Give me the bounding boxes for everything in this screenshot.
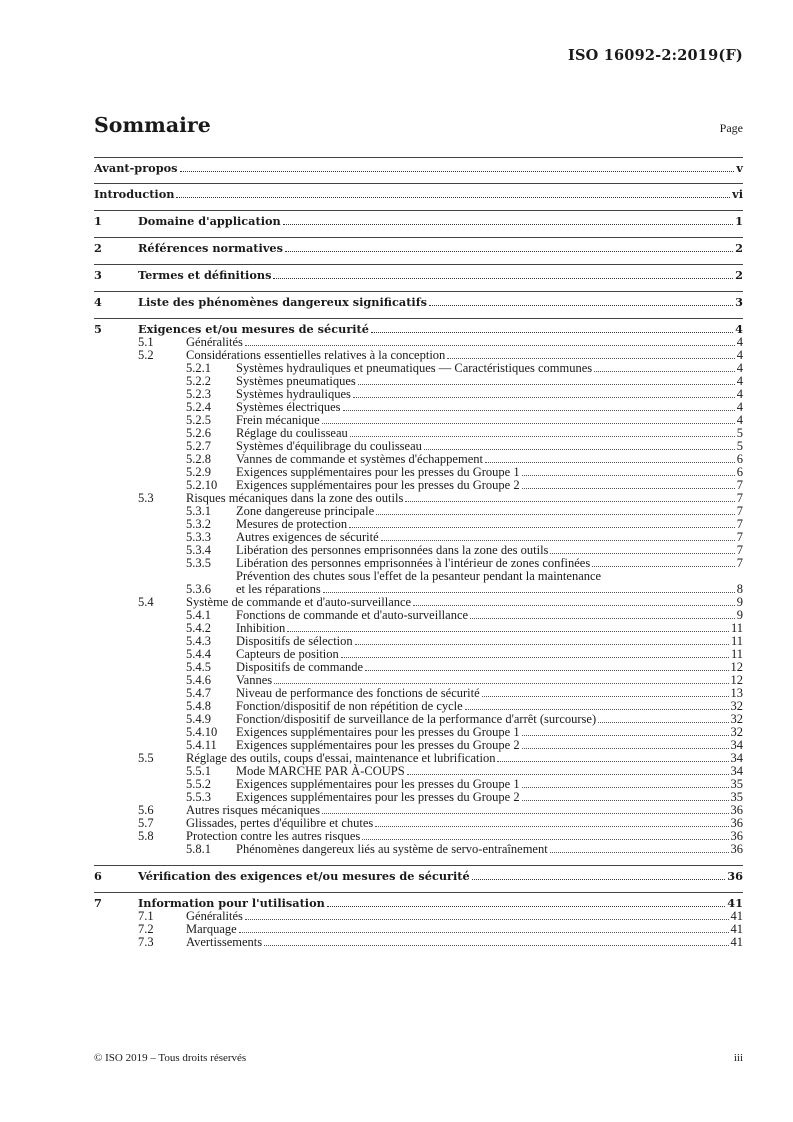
toc-entry-page: 41 (730, 909, 743, 923)
toc-leader-dots (522, 786, 729, 788)
toc-entry-page: 32 (730, 699, 743, 713)
toc-entry-page: 8 (736, 582, 743, 596)
toc-entry-title: Fonction/dispositif de non répétition de cycle (236, 699, 463, 713)
toc-entry-page: 4 (736, 335, 743, 349)
toc-entry[interactable] (94, 237, 743, 255)
toc-entry-number: 5.4.10 (186, 725, 218, 739)
page-title: Sommaire (94, 113, 211, 137)
toc-entry-number: 5.2.4 (186, 400, 211, 414)
toc-entry-page: 36 (730, 829, 743, 843)
toc-entry-page: 2 (735, 268, 743, 282)
toc-entry-title: Références normatives (138, 241, 283, 255)
toc-entry-title: Inhibition (236, 621, 286, 635)
toc-entry-title: Avant-propos (94, 161, 178, 175)
toc-entry-number: 5.4.4 (186, 647, 211, 661)
toc-entry-title: Systèmes d'équilibrage du coulisseau (236, 439, 422, 453)
toc-entry[interactable] (94, 865, 743, 883)
toc-entry-page: 36 (727, 869, 743, 883)
toc-entry-title: Libération des personnes emprisonnées dans la zone des outils (236, 543, 549, 557)
toc-entry-number: 7.2 (138, 922, 154, 936)
toc-leader-dots (285, 250, 733, 252)
toc-leader-dots (341, 656, 729, 658)
toc-entry-number: 5.5.2 (186, 777, 211, 791)
toc-entry-page: 4 (736, 400, 743, 414)
toc-entry-page: 5 (736, 426, 743, 440)
toc-entry-number: 5.6 (138, 803, 154, 817)
toc-entry-page: 4 (736, 374, 743, 388)
toc-entry-title: Vérification des exigences et/ou mesures de sécurité (138, 869, 470, 883)
toc-leader-dots (522, 734, 729, 736)
toc-entry-number: 4 (94, 295, 102, 309)
toc-entry-title: Autres exigences de sécurité (236, 530, 379, 544)
toc-leader-dots (176, 196, 730, 198)
toc-entry-number: 7.1 (138, 909, 154, 923)
toc-entry-title: Protection contre les autres risques (186, 829, 361, 843)
toc-entry-number: 5.2.6 (186, 426, 211, 440)
toc-leader-dots (322, 812, 729, 814)
toc-entry-number: 5.2.10 (186, 478, 218, 492)
toc-entry-title: Fonctions de commande et d'auto-surveillance (236, 608, 469, 622)
toc-entry-page: 5 (736, 439, 743, 453)
toc-entry-number: 5.8.1 (186, 842, 211, 856)
toc-leader-dots (522, 799, 729, 801)
toc-leader-dots (470, 617, 735, 619)
toc-entry-number: 5.4.2 (186, 621, 211, 635)
toc-entry-number: 5.4.8 (186, 699, 211, 713)
toc-leader-dots (353, 396, 735, 398)
toc-entry-title: Généralités (186, 909, 243, 923)
toc-leader-dots (465, 708, 729, 710)
toc-entry-page: 7 (736, 530, 743, 544)
toc-entry-title: Exigences supplémentaires pour les presses du Groupe 1 (236, 777, 520, 791)
toc-entry-number: 5.2.5 (186, 413, 211, 427)
toc-entry-page: 7 (736, 504, 743, 518)
toc-entry-page: 4 (736, 413, 743, 427)
toc-entry-page: 7 (736, 491, 743, 505)
footer-page-number: iii (733, 1052, 743, 1064)
toc-leader-dots (482, 695, 729, 697)
toc-entry-title: Exigences supplémentaires pour les presses du Groupe 1 (236, 725, 520, 739)
toc-leader-dots (349, 526, 735, 528)
toc-leader-dots (274, 682, 728, 684)
toc-entry-title: Réglage du coulisseau (236, 426, 348, 440)
toc-leader-dots (376, 513, 735, 515)
toc-entry-page: 41 (727, 896, 743, 910)
toc-leader-dots (375, 825, 728, 827)
toc-entry-page: 36 (730, 816, 743, 830)
toc-entry-title: Prévention des chutes sous l'effet de la pesanteur pendant la maintenance (236, 569, 602, 583)
toc-entry-page: 7 (736, 478, 743, 492)
toc-entry-title: Exigences supplémentaires pour les presses du Groupe 2 (236, 790, 520, 804)
toc-entry-title: Réglage des outils, coups d'essai, maintenance et lubrification (186, 751, 496, 765)
toc-leader-dots (497, 760, 728, 762)
toc-entry-page: 9 (736, 595, 743, 609)
toc-entry[interactable] (94, 843, 743, 856)
toc-entry[interactable] (94, 892, 743, 910)
toc-entry-page: 41 (730, 935, 743, 949)
toc-entry-title: Information pour l'utilisation (138, 896, 325, 910)
toc-entry-page: 32 (730, 725, 743, 739)
toc-leader-dots (472, 878, 726, 880)
toc-entry-page: 36 (730, 842, 743, 856)
toc-entry-page: 4 (736, 387, 743, 401)
toc-leader-dots (522, 747, 729, 749)
toc-entry-title: Avertissements (186, 935, 263, 949)
toc-entry-title: Vannes de commande et systèmes d'échappement (236, 452, 483, 466)
toc-entry-page: 35 (730, 777, 743, 791)
toc-entry-page: 4 (736, 361, 743, 375)
toc-entry-title: Risques mécaniques dans la zone des outils (186, 491, 404, 505)
toc-leader-dots (283, 223, 733, 225)
toc-entry-number: 5.1 (138, 335, 154, 349)
toc-entry-page: 11 (730, 647, 743, 661)
toc-entry-page: 11 (730, 621, 743, 635)
toc-entry-page: 35 (730, 790, 743, 804)
toc-entry-number: 5.5 (138, 751, 154, 765)
toc-entry-page: 3 (735, 295, 743, 309)
toc-entry-title: Vannes (236, 673, 273, 687)
toc-leader-dots (287, 630, 729, 632)
toc-leader-dots (355, 643, 729, 645)
toc-leader-dots (245, 918, 729, 920)
toc-leader-dots (180, 170, 735, 172)
toc-entry-page: 11 (730, 634, 743, 648)
toc-entry-number: 5.4.1 (186, 608, 211, 622)
toc-entry-page: vi (732, 187, 743, 201)
toc-entry-number: 5.3.6 (186, 582, 211, 596)
toc-entry-number: 5.4.9 (186, 712, 211, 726)
toc-entry-title-continued: et les réparations (236, 582, 321, 596)
toc-entry-number: 5.2.1 (186, 361, 211, 375)
toc-entry-number: 5.4.6 (186, 673, 211, 687)
toc-entry-number: 5.3.5 (186, 556, 211, 570)
toc-entry-number: 3 (94, 268, 102, 282)
document-id: ISO 16092-2:2019(F) (567, 47, 743, 64)
toc-entry-page: 7 (736, 517, 743, 531)
toc-entry-page: v (736, 161, 743, 175)
toc-entry-title: Systèmes électriques (236, 400, 341, 414)
toc-entry-number: 5.2 (138, 348, 154, 362)
toc-entry-number: 5.3.4 (186, 543, 211, 557)
toc-entry-title: Frein mécanique (236, 413, 320, 427)
toc-leader-dots (550, 851, 729, 853)
toc-entry-title: Exigences supplémentaires pour les presses du Groupe 2 (236, 738, 520, 752)
toc-entry[interactable] (94, 570, 743, 596)
toc-leader-dots (592, 565, 735, 567)
toc-entry-number: 5.2.7 (186, 439, 211, 453)
toc-entry-number: 5.3.2 (186, 517, 211, 531)
toc-leader-dots (598, 721, 728, 723)
toc-entry-page: 6 (736, 452, 743, 466)
toc-leader-dots (371, 331, 733, 333)
toc-entry-title: Domaine d'application (138, 214, 281, 228)
toc-entry-number: 5 (94, 322, 102, 336)
toc-entry-number: 5.2.2 (186, 374, 211, 388)
toc-entry-page: 32 (730, 712, 743, 726)
toc-leader-dots (550, 552, 734, 554)
toc-leader-dots (424, 448, 735, 450)
toc-entry-page: 12 (730, 673, 743, 687)
toc-leader-dots (322, 422, 735, 424)
toc-entry-title: Systèmes hydrauliques (236, 387, 351, 401)
toc-entry-title: Exigences supplémentaires pour les presses du Groupe 1 (236, 465, 520, 479)
toc-entry-title: Exigences supplémentaires pour les presses du Groupe 2 (236, 478, 520, 492)
toc-entry-title: Fonction/dispositif de surveillance de la performance d'arrêt (surcourse) (236, 712, 597, 726)
toc-entry-title: Systèmes hydrauliques et pneumatiques — Caractéristiques communes (236, 361, 593, 375)
toc-entry-title: Termes et définitions (138, 268, 272, 282)
toc-entry[interactable] (94, 183, 743, 201)
toc-entry-title: Zone dangereuse principale (236, 504, 375, 518)
toc-entry-title: Mode MARCHE PAR À-COUPS (236, 764, 405, 778)
toc-entry-number: 5.8 (138, 829, 154, 843)
toc-entry-number: 5.2.9 (186, 465, 211, 479)
toc-entry-title: Exigences et/ou mesures de sécurité (138, 322, 369, 336)
toc-entry-number: 1 (94, 214, 102, 228)
toc-entry-title: Niveau de performance des fonctions de sécurité (236, 686, 480, 700)
toc-entry-number: 5.3 (138, 491, 154, 505)
toc-leader-dots (323, 591, 735, 593)
toc-leader-dots (365, 669, 728, 671)
toc-entry-page: 6 (736, 465, 743, 479)
toc-leader-dots (485, 461, 735, 463)
toc-entry-title: Système de commande et d'auto-surveillance (186, 595, 412, 609)
toc-entry-title: Dispositifs de sélection (236, 634, 353, 648)
page-column-label: Page (719, 121, 743, 135)
toc-entry-number: 5.5.1 (186, 764, 211, 778)
toc-entry-number: 2 (94, 241, 102, 255)
toc-entry-title: Glissades, pertes d'équilibre et chutes (186, 816, 374, 830)
toc-entry[interactable] (94, 264, 743, 282)
toc-leader-dots (273, 277, 733, 279)
toc-leader-dots (594, 370, 735, 372)
toc-entry-number: 5.3.3 (186, 530, 211, 544)
toc-entry-title: Capteurs de position (236, 647, 339, 661)
toc-leader-dots (407, 773, 729, 775)
toc-entry-number: 5.7 (138, 816, 154, 830)
toc-entry[interactable] (94, 936, 743, 949)
toc-leader-dots (413, 604, 735, 606)
toc-entry-page: 12 (730, 660, 743, 674)
toc-entry-number: 5.2.8 (186, 452, 211, 466)
toc-leader-dots (522, 487, 735, 489)
toc-entry-title: Dispositifs de commande (236, 660, 364, 674)
toc-entry-page: 7 (736, 543, 743, 557)
toc-entry-number: 5.4.7 (186, 686, 211, 700)
toc-entry-title: Liste des phénomènes dangereux significatifs (138, 295, 427, 309)
toc-entry-page: 9 (736, 608, 743, 622)
toc-entry-title: Systèmes pneumatiques (236, 374, 356, 388)
toc-leader-dots (264, 944, 728, 946)
toc-entry[interactable] (94, 157, 743, 175)
table-of-contents (94, 150, 743, 949)
toc-entry-page: 1 (735, 214, 743, 228)
toc-entry-number: 5.4.5 (186, 660, 211, 674)
toc-entry-title: Marquage (186, 922, 237, 936)
toc-leader-dots (343, 409, 735, 411)
footer-copyright: © ISO 2019 – Tous droits réservés (94, 1052, 247, 1064)
toc-entry[interactable] (94, 210, 743, 228)
toc-entry-page: 36 (730, 803, 743, 817)
toc-entry-title: Libération des personnes emprisonnées à l'intérieur de zones confinées (236, 556, 591, 570)
toc-leader-dots (239, 931, 729, 933)
toc-entry-title: Considérations essentielles relatives à la conception (186, 348, 446, 362)
toc-entry-number: 5.5.3 (186, 790, 211, 804)
toc-leader-dots (522, 474, 735, 476)
toc-entry-title: Généralités (186, 335, 243, 349)
toc-entry-title: Autres risques mécaniques (186, 803, 320, 817)
toc-entry-number: 5.4 (138, 595, 154, 609)
toc-entry-number: 5.2.3 (186, 387, 211, 401)
toc-leader-dots (327, 905, 725, 907)
toc-entry-title: Introduction (94, 187, 175, 201)
toc-leader-dots (447, 357, 734, 359)
toc-entry[interactable] (94, 318, 743, 336)
toc-leader-dots (358, 383, 735, 385)
toc-leader-dots (405, 500, 734, 502)
toc-leader-dots (350, 435, 735, 437)
toc-entry-page: 4 (736, 348, 743, 362)
toc-entry-number: 7 (94, 896, 102, 910)
toc-entry-page: 13 (730, 686, 743, 700)
toc-entry-page: 34 (730, 738, 743, 752)
toc-entry-page: 34 (730, 764, 743, 778)
toc-leader-dots (381, 539, 735, 541)
toc-entry-number: 6 (94, 869, 102, 883)
toc-entry-page: 4 (735, 322, 743, 336)
toc-entry-number: 7.3 (138, 935, 154, 949)
toc-entry-page: 2 (735, 241, 743, 255)
toc-entry-title: Mesures de protection (236, 517, 348, 531)
toc-leader-dots (245, 344, 735, 346)
toc-entry[interactable] (94, 291, 743, 309)
toc-entry-number: 5.4.3 (186, 634, 211, 648)
toc-entry-page: 7 (736, 556, 743, 570)
toc-leader-dots (362, 838, 728, 840)
toc-entry-number: 5.3.1 (186, 504, 211, 518)
toc-entry-page: 34 (730, 751, 743, 765)
toc-entry-title: Phénomènes dangereux liés au système de servo-entraînement (236, 842, 548, 856)
toc-entry-page: 41 (730, 922, 743, 936)
toc-leader-dots (429, 304, 733, 306)
toc-entry-number: 5.4.11 (186, 738, 217, 752)
